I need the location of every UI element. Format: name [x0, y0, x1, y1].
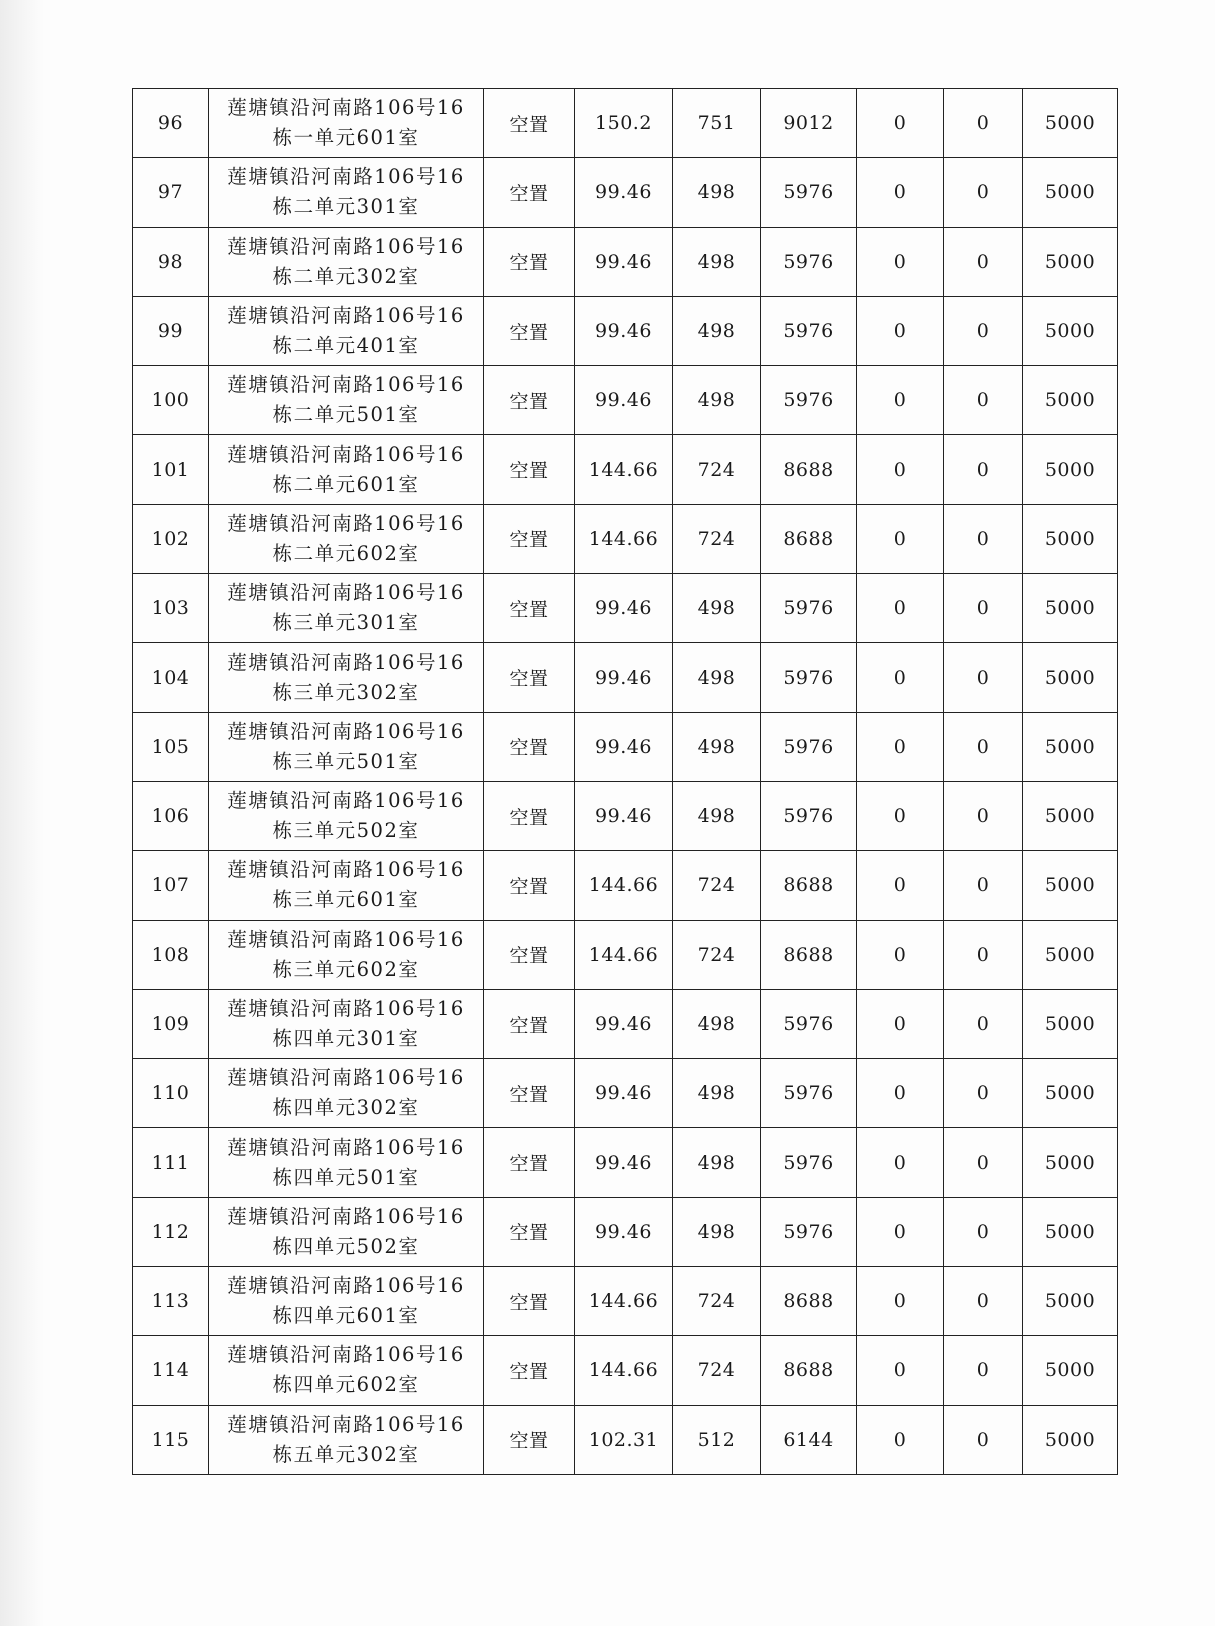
address-line-1: 莲塘镇沿河南路106号16	[227, 96, 465, 120]
row-number-cell: 100	[133, 366, 209, 435]
table-row	[133, 1405, 1118, 1474]
value-cell-4: 0	[944, 89, 1023, 158]
value-cell-5: 5000	[1023, 643, 1118, 712]
table-row	[133, 1267, 1118, 1336]
address-cell	[209, 296, 484, 365]
area-cell: 99.46	[575, 643, 673, 712]
table-row	[133, 1336, 1118, 1405]
value-cell-1: 498	[673, 227, 761, 296]
value-cell-2: 8688	[761, 851, 857, 920]
row-number-cell: 111	[133, 1128, 209, 1197]
address-line-1: 莲塘镇沿河南路106号16	[227, 1204, 465, 1228]
value-cell-5: 5000	[1023, 504, 1118, 573]
address-line-1: 莲塘镇沿河南路106号16	[227, 927, 465, 951]
value-cell-3: 0	[857, 712, 944, 781]
area-cell: 99.46	[575, 781, 673, 850]
area-cell: 102.31	[575, 1405, 673, 1474]
value-cell-1: 498	[673, 158, 761, 227]
row-number-cell: 98	[133, 227, 209, 296]
value-cell-4: 0	[944, 296, 1023, 365]
status-cell: 空置	[484, 1128, 575, 1197]
value-cell-4: 0	[944, 1336, 1023, 1405]
row-number-cell: 101	[133, 435, 209, 504]
value-cell-5: 5000	[1023, 1197, 1118, 1266]
row-number-cell: 103	[133, 574, 209, 643]
address-line-2: 栋三单元602室	[272, 957, 420, 981]
address-line-1: 莲塘镇沿河南路106号16	[227, 650, 465, 674]
address-line-2: 栋四单元302室	[272, 1096, 420, 1120]
row-number-cell: 97	[133, 158, 209, 227]
value-cell-3: 0	[857, 989, 944, 1058]
address-line-2: 栋三单元501室	[272, 749, 420, 773]
area-cell: 144.66	[575, 851, 673, 920]
address-cell	[209, 851, 484, 920]
area-cell: 99.46	[575, 574, 673, 643]
row-number-cell: 113	[133, 1267, 209, 1336]
address-line-1: 莲塘镇沿河南路106号16	[227, 1343, 465, 1367]
value-cell-5: 5000	[1023, 227, 1118, 296]
value-cell-1: 498	[673, 296, 761, 365]
address-cell	[209, 158, 484, 227]
address-cell	[209, 1128, 484, 1197]
value-cell-2: 5976	[761, 989, 857, 1058]
value-cell-2: 5976	[761, 712, 857, 781]
table-row	[133, 920, 1118, 989]
value-cell-2: 5976	[761, 296, 857, 365]
table-row	[133, 158, 1118, 227]
value-cell-5: 5000	[1023, 89, 1118, 158]
value-cell-3: 0	[857, 227, 944, 296]
address-line-2: 栋二单元602室	[272, 541, 420, 565]
area-cell: 99.46	[575, 227, 673, 296]
address-line-2: 栋四单元301室	[272, 1027, 420, 1050]
address-cell	[209, 435, 484, 504]
row-number-cell: 112	[133, 1197, 209, 1266]
address-line-1: 莲塘镇沿河南路106号16	[227, 373, 465, 397]
address-line-1: 莲塘镇沿河南路106号16	[227, 789, 465, 813]
area-cell: 144.66	[575, 435, 673, 504]
status-cell: 空置	[484, 574, 575, 643]
address-line-2: 栋四单元502室	[272, 1234, 420, 1258]
address-line-2: 栋五单元302室	[272, 1442, 420, 1466]
area-cell: 99.46	[575, 1059, 673, 1128]
row-number-cell: 104	[133, 643, 209, 712]
value-cell-1: 724	[673, 920, 761, 989]
address-line-1: 莲塘镇沿河南路106号16	[227, 1412, 465, 1436]
address-line-2: 栋二单元401室	[272, 334, 420, 358]
row-number-cell: 99	[133, 296, 209, 365]
status-cell: 空置	[484, 366, 575, 435]
value-cell-3: 0	[857, 158, 944, 227]
value-cell-4: 0	[944, 504, 1023, 573]
address-line-1: 莲塘镇沿河南路106号16	[227, 719, 465, 743]
value-cell-4: 0	[944, 1128, 1023, 1197]
row-number-cell: 110	[133, 1059, 209, 1128]
value-cell-5: 5000	[1023, 781, 1118, 850]
status-cell: 空置	[484, 1405, 575, 1474]
area-cell: 99.46	[575, 989, 673, 1058]
table-row	[133, 227, 1118, 296]
value-cell-3: 0	[857, 504, 944, 573]
area-cell: 144.66	[575, 1267, 673, 1336]
area-cell: 144.66	[575, 920, 673, 989]
address-cell	[209, 1197, 484, 1266]
page-edge-shadow	[0, 0, 44, 1626]
address-cell	[209, 574, 484, 643]
address-line-2: 栋二单元301室	[272, 195, 420, 219]
value-cell-2: 5976	[761, 643, 857, 712]
value-cell-4: 0	[944, 574, 1023, 643]
row-number-cell: 115	[133, 1405, 209, 1474]
value-cell-3: 0	[857, 920, 944, 989]
value-cell-1: 724	[673, 1336, 761, 1405]
value-cell-3: 0	[857, 781, 944, 850]
value-cell-2: 8688	[761, 920, 857, 989]
value-cell-4: 0	[944, 1197, 1023, 1266]
value-cell-3: 0	[857, 1059, 944, 1128]
value-cell-4: 0	[944, 643, 1023, 712]
value-cell-2: 5976	[761, 781, 857, 850]
status-cell: 空置	[484, 296, 575, 365]
value-cell-2: 5976	[761, 1128, 857, 1197]
table-row	[133, 989, 1118, 1058]
table-row	[133, 643, 1118, 712]
address-line-1: 莲塘镇沿河南路106号16	[227, 1274, 465, 1298]
value-cell-5: 5000	[1023, 1128, 1118, 1197]
value-cell-2: 8688	[761, 435, 857, 504]
value-cell-4: 0	[944, 989, 1023, 1058]
address-cell	[209, 1336, 484, 1405]
value-cell-1: 724	[673, 504, 761, 573]
housing-record-table	[132, 88, 1118, 1475]
address-line-2: 栋一单元601室	[272, 126, 420, 150]
table-row	[133, 366, 1118, 435]
value-cell-1: 498	[673, 712, 761, 781]
value-cell-1: 498	[673, 1059, 761, 1128]
status-cell: 空置	[484, 989, 575, 1058]
address-cell	[209, 781, 484, 850]
table-row	[133, 435, 1118, 504]
address-cell	[209, 366, 484, 435]
value-cell-3: 0	[857, 574, 944, 643]
area-cell: 144.66	[575, 504, 673, 573]
row-number-cell: 106	[133, 781, 209, 850]
address-line-1: 莲塘镇沿河南路106号16	[227, 1135, 465, 1159]
value-cell-1: 751	[673, 89, 761, 158]
address-cell	[209, 227, 484, 296]
address-line-1: 莲塘镇沿河南路106号16	[227, 304, 465, 328]
status-cell: 空置	[484, 158, 575, 227]
address-cell	[209, 712, 484, 781]
address-line-1: 莲塘镇沿河南路106号16	[227, 858, 465, 882]
status-cell: 空置	[484, 1336, 575, 1405]
value-cell-5: 5000	[1023, 989, 1118, 1058]
value-cell-2: 5976	[761, 227, 857, 296]
value-cell-1: 724	[673, 435, 761, 504]
status-cell: 空置	[484, 89, 575, 158]
value-cell-4: 0	[944, 158, 1023, 227]
area-cell: 150.2	[575, 89, 673, 158]
address-line-2: 栋四单元501室	[272, 1165, 420, 1189]
address-cell	[209, 1059, 484, 1128]
value-cell-2: 6144	[761, 1405, 857, 1474]
value-cell-2: 5976	[761, 1059, 857, 1128]
value-cell-5: 5000	[1023, 296, 1118, 365]
value-cell-1: 498	[673, 643, 761, 712]
value-cell-5: 5000	[1023, 920, 1118, 989]
address-line-1: 莲塘镇沿河南路106号16	[227, 442, 465, 466]
status-cell: 空置	[484, 1267, 575, 1336]
value-cell-3: 0	[857, 1267, 944, 1336]
status-cell: 空置	[484, 643, 575, 712]
value-cell-2: 8688	[761, 1267, 857, 1336]
area-cell: 144.66	[575, 1336, 673, 1405]
table-row	[133, 781, 1118, 850]
area-cell: 99.46	[575, 296, 673, 365]
address-cell	[209, 920, 484, 989]
value-cell-4: 0	[944, 366, 1023, 435]
area-cell: 99.46	[575, 1197, 673, 1266]
address-cell	[209, 989, 484, 1058]
row-number-cell: 105	[133, 712, 209, 781]
area-cell: 99.46	[575, 158, 673, 227]
address-cell	[209, 89, 484, 158]
table-row	[133, 574, 1118, 643]
value-cell-2: 9012	[761, 89, 857, 158]
address-line-2: 栋三单元601室	[272, 888, 420, 912]
address-line-1: 莲塘镇沿河南路106号16	[227, 511, 465, 535]
value-cell-1: 724	[673, 851, 761, 920]
address-cell	[209, 504, 484, 573]
value-cell-2: 8688	[761, 1336, 857, 1405]
address-line-2: 栋二单元302室	[272, 264, 420, 288]
status-cell: 空置	[484, 227, 575, 296]
value-cell-1: 724	[673, 1267, 761, 1336]
table-row	[133, 504, 1118, 573]
value-cell-4: 0	[944, 712, 1023, 781]
address-line-1: 莲塘镇沿河南路106号16	[227, 234, 465, 258]
value-cell-2: 8688	[761, 504, 857, 573]
value-cell-4: 0	[944, 1405, 1023, 1474]
value-cell-5: 5000	[1023, 158, 1118, 227]
value-cell-1: 498	[673, 781, 761, 850]
address-line-2: 栋四单元602室	[272, 1373, 420, 1397]
table-row	[133, 89, 1118, 158]
status-cell: 空置	[484, 1059, 575, 1128]
address-line-1: 莲塘镇沿河南路106号16	[227, 581, 465, 605]
table-row	[133, 851, 1118, 920]
value-cell-5: 5000	[1023, 366, 1118, 435]
address-line-2: 栋二单元601室	[272, 472, 420, 496]
status-cell: 空置	[484, 504, 575, 573]
row-number-cell: 109	[133, 989, 209, 1058]
address-cell	[209, 1267, 484, 1336]
value-cell-5: 5000	[1023, 1336, 1118, 1405]
value-cell-1: 498	[673, 1128, 761, 1197]
value-cell-4: 0	[944, 435, 1023, 504]
address-line-2: 栋三单元502室	[272, 819, 420, 843]
value-cell-3: 0	[857, 1405, 944, 1474]
area-cell: 99.46	[575, 366, 673, 435]
value-cell-3: 0	[857, 1336, 944, 1405]
value-cell-1: 498	[673, 989, 761, 1058]
address-line-2: 栋四单元601室	[272, 1304, 420, 1328]
row-number-cell: 114	[133, 1336, 209, 1405]
value-cell-4: 0	[944, 851, 1023, 920]
area-cell: 99.46	[575, 1128, 673, 1197]
row-number-cell: 108	[133, 920, 209, 989]
table-row	[133, 296, 1118, 365]
area-cell: 99.46	[575, 712, 673, 781]
row-number-cell: 96	[133, 89, 209, 158]
value-cell-3: 0	[857, 435, 944, 504]
value-cell-3: 0	[857, 296, 944, 365]
address-line-2: 栋三单元302室	[272, 680, 420, 704]
value-cell-4: 0	[944, 920, 1023, 989]
value-cell-2: 5976	[761, 1197, 857, 1266]
value-cell-5: 5000	[1023, 574, 1118, 643]
status-cell: 空置	[484, 851, 575, 920]
value-cell-4: 0	[944, 1059, 1023, 1128]
value-cell-3: 0	[857, 1128, 944, 1197]
value-cell-1: 498	[673, 1197, 761, 1266]
value-cell-3: 0	[857, 643, 944, 712]
address-cell	[209, 643, 484, 712]
value-cell-3: 0	[857, 89, 944, 158]
value-cell-3: 0	[857, 1197, 944, 1266]
address-cell	[209, 1405, 484, 1474]
value-cell-1: 498	[673, 366, 761, 435]
value-cell-3: 0	[857, 851, 944, 920]
table-body	[133, 89, 1118, 1475]
value-cell-5: 5000	[1023, 1267, 1118, 1336]
value-cell-5: 5000	[1023, 435, 1118, 504]
value-cell-2: 5976	[761, 574, 857, 643]
value-cell-4: 0	[944, 1267, 1023, 1336]
address-line-2: 栋二单元501室	[272, 403, 420, 427]
value-cell-1: 498	[673, 574, 761, 643]
address-line-1: 莲塘镇沿河南路106号16	[227, 1066, 465, 1090]
value-cell-3: 0	[857, 366, 944, 435]
value-cell-5: 5000	[1023, 1405, 1118, 1474]
table-row	[133, 1059, 1118, 1128]
value-cell-1: 512	[673, 1405, 761, 1474]
value-cell-5: 5000	[1023, 1059, 1118, 1128]
value-cell-2: 5976	[761, 158, 857, 227]
value-cell-2: 5976	[761, 366, 857, 435]
status-cell: 空置	[484, 781, 575, 850]
table-row	[133, 1128, 1118, 1197]
row-number-cell: 102	[133, 504, 209, 573]
value-cell-5: 5000	[1023, 712, 1118, 781]
value-cell-4: 0	[944, 781, 1023, 850]
status-cell: 空置	[484, 920, 575, 989]
row-number-cell: 107	[133, 851, 209, 920]
address-line-1: 莲塘镇沿河南路106号16	[227, 165, 465, 189]
status-cell: 空置	[484, 1197, 575, 1266]
table-row	[133, 712, 1118, 781]
value-cell-4: 0	[944, 227, 1023, 296]
address-line-2: 栋三单元301室	[272, 611, 420, 635]
table-row	[133, 1197, 1118, 1266]
address-line-1: 莲塘镇沿河南路106号16	[227, 997, 465, 1020]
status-cell: 空置	[484, 435, 575, 504]
status-cell: 空置	[484, 712, 575, 781]
value-cell-5: 5000	[1023, 851, 1118, 920]
